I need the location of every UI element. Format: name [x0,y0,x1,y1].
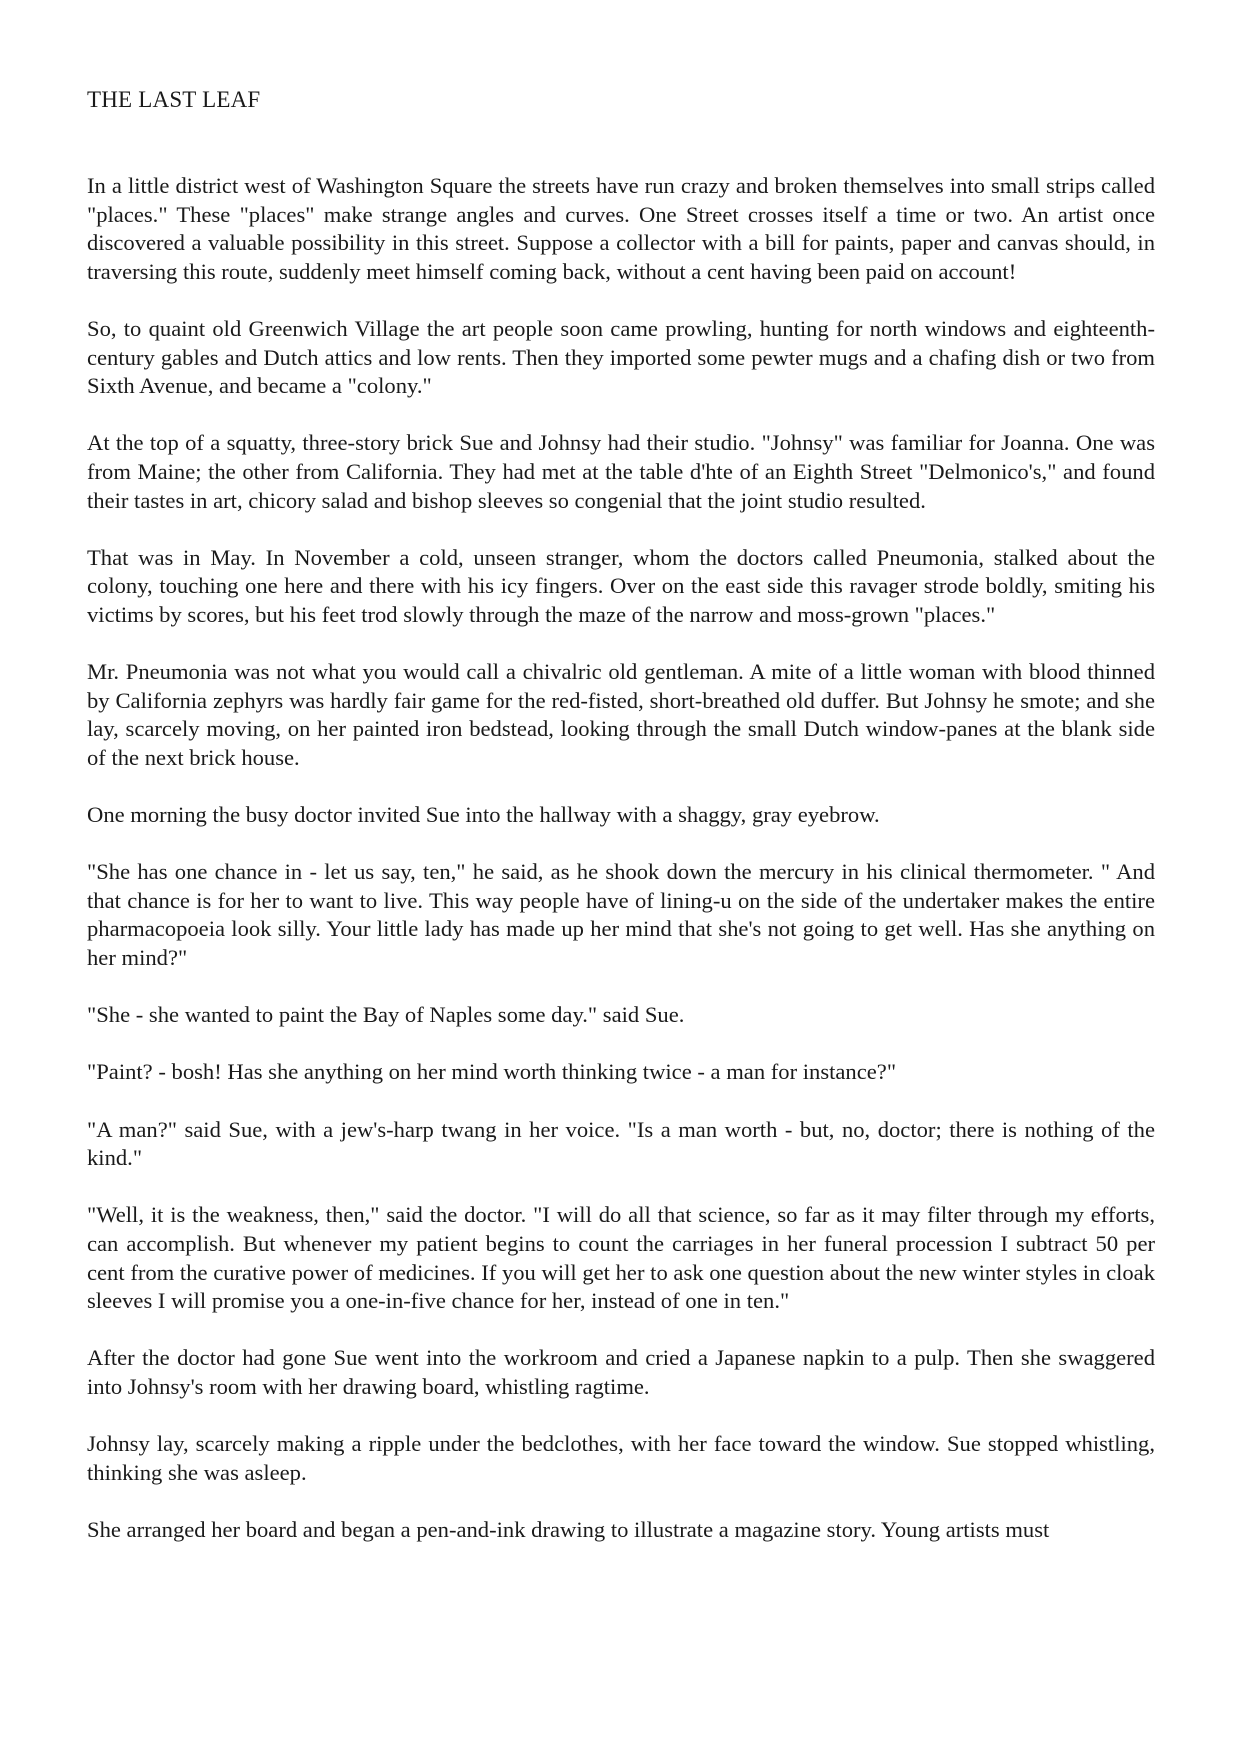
paragraph: So, to quaint old Greenwich Village the art people soon came prowling, hunting for north windows and eighteenth-century gables and Dutch attics and low rents. Then they imported some pewter mugs and a chafing dish or two from Sixth Avenue, and became a "colony." [87,315,1155,399]
paragraph: "A man?" said Sue, with a jew's-harp twang in her voice. "Is a man worth - but, no, doctor; there is nothing of the kind." [87,1116,1155,1171]
paragraph: One morning the busy doctor invited Sue into the hallway with a shaggy, gray eyebrow. [87,802,880,828]
paragraph: Mr. Pneumonia was not what you would call a chivalric old gentleman. A mite of a little woman with blood thinned by California zephyrs was hardly fair game for the red-fisted, short-breathed old duffer. But Johnsy he smote; and she lay, scarcely moving, on her painted iron bedstead, looking through the small Dutch window-panes at the blank side of the next brick house. [87,659,1155,770]
paragraph: "She has one chance in - let us say, ten," he said, as he shook down the mercury in his clinical thermometer. " And that chance is for her to want to live. This way people have of lining-u on the side of the undertaker makes the entire pharmacopoeia look silly. Your little lady has made up her mind that she's not going to get well. Has she anything on her mind?" [87,859,1155,971]
paragraph: "She - she wanted to paint the Bay of Naples some day." said Sue. [87,1002,685,1028]
paragraph: In a little district west of Washington Square the streets have run crazy and broken themselves into small strips called "places." These "places" make strange angles and curves. One Street crosses itself a time or two. An artist once discovered a valuable possibility in this street. Suppose a collector with a bill for paints, paper and canvas should, in traversing this route, suddenly meet himself coming back, without a cent having been paid on account! [87,173,1155,284]
paragraph: At the top of a squatty, three-story brick Sue and Johnsy had their studio. "Johnsy" was familiar for Joanna. One was from Maine; the other from California. They had met at the table d'hte of an Eighth Street "Delmonico's," and found their tastes in art, chicory salad and bishop sleeves so congenial that the joint studio resulted. [87,430,1155,513]
paragraph: "Well, it is the weakness, then," said the doctor. "I will do all that science, so far as it may filter through my efforts, can accomplish. But whenever my patient begins to count the carriages in her funeral procession I subtract 50 per cent from the curative power of medicines. If you will get her to ask one question about the new winter styles in cloak sleeves I will promise you a one-in-five chance for her, instead of one in ten." [87,1202,1155,1314]
paragraph: "Paint? - bosh! Has she anything on her mind worth thinking twice - a man for instance?" [87,1059,897,1085]
document-title: THE LAST LEAF [87,87,261,112]
document-body [87,172,1155,1573]
paragraph: She arranged her board and began a pen-and-ink drawing to illustrate a magazine story. Young artists must [87,1516,1050,1542]
paragraph: That was in May. In November a cold, unseen stranger, whom the doctors called Pneumonia, stalked about the colony, touching one here and there with his icy fingers. Over on the east side this ravager strode boldly, smiting his victims by scores, but his feet trod slowly through the maze of the narrow and moss-grown "places." [87,544,1155,627]
paragraph: After the doctor had gone Sue went into the workroom and cried a Japanese napkin to a pulp. Then she swaggered into Johnsy's room with her drawing board, whistling ragtime. [87,1345,1155,1399]
paragraph: Johnsy lay, scarcely making a ripple under the bedclothes, with her face toward the window. Sue stopped whistling, thinking she was asleep. [87,1431,1155,1485]
